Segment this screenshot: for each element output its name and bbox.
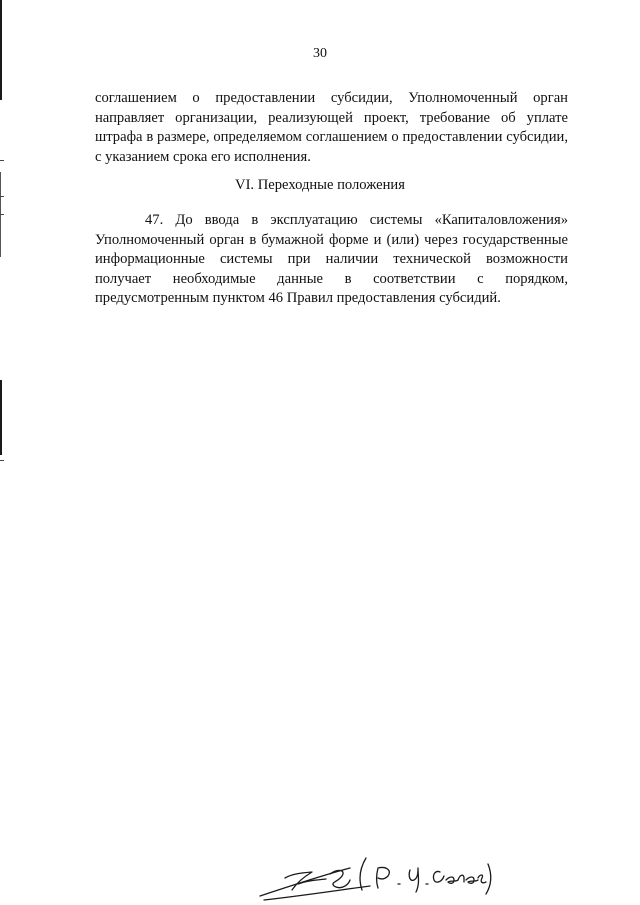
margin-tick	[0, 196, 4, 197]
margin-tick	[0, 214, 4, 215]
margin-tick	[0, 460, 4, 461]
paragraph-continuation	[95, 89, 568, 167]
margin-tick	[0, 160, 4, 161]
paragraph-text: 47. До ввода в эксплуатацию системы «Капиталовложения» Уполномоченный орган в бумажной форме и (или) через государственные информационные системы при наличии технической возможности получает необходимые данные в соответствии с порядком, предусмотренным пунктом 46 Правил предоставления субсидий.	[95, 212, 568, 306]
margin-line-lower	[0, 380, 2, 455]
paragraph-47	[95, 211, 568, 309]
paragraph-text: соглашением о предоставлении субсидии, Уполномоченный орган направляет организации, реализующей проект, требование об уплате штрафа в размере, определяемом соглашением о предоставлении субсидии, с указанием срока его исполнения.	[95, 90, 568, 165]
page-number: 30	[313, 46, 327, 61]
handwritten-signature	[230, 846, 500, 904]
section-heading: VI. Переходные положения	[235, 177, 405, 193]
